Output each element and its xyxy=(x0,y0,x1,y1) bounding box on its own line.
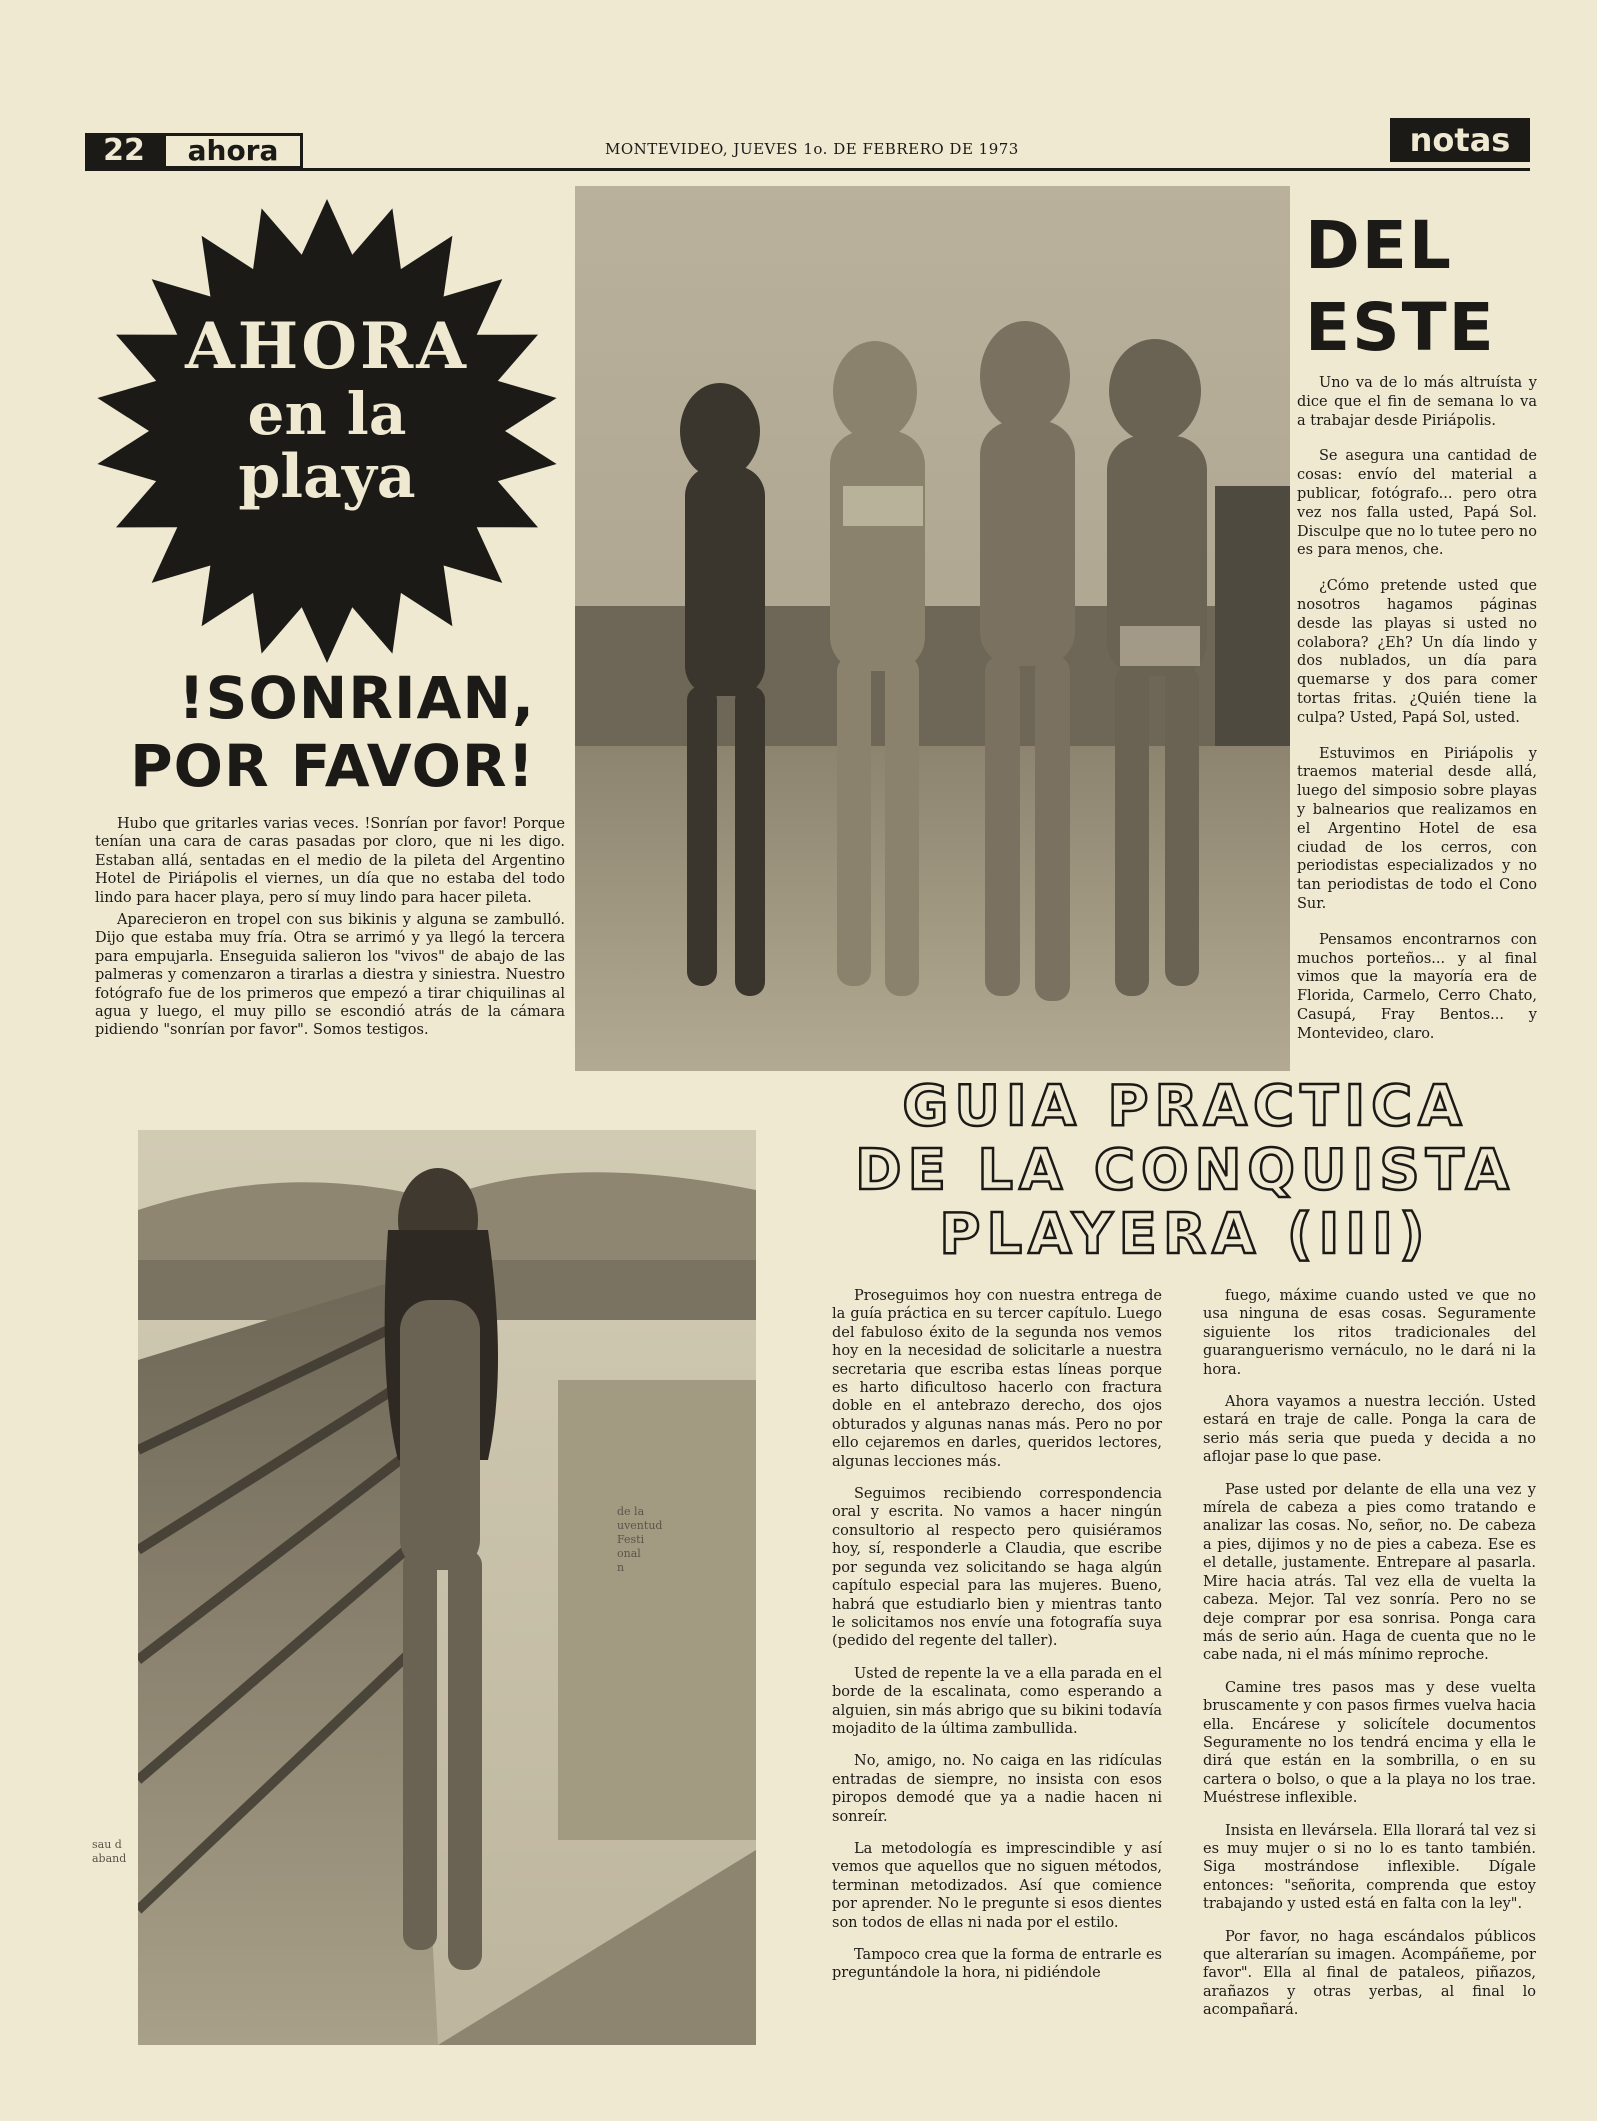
article2-paragraph: Uno va de lo más altruísta y dice que el fin de semana lo va a trabajar desde Piriápolis. xyxy=(1297,375,1537,429)
feature-title xyxy=(112,309,542,512)
pier-woman-photo xyxy=(138,1130,756,2045)
feature-title-line3: playa xyxy=(238,442,416,512)
article3-paragraph: No, amigo, no. No caiga en las ridículas entradas de siempre, no insista con esos piropos demodé que ya a nadie hacen ni sonreír. xyxy=(832,1753,1162,1825)
article3-headline-line1: GUIA PRACTICA xyxy=(902,1074,1468,1139)
article3-paragraph: fuego, máxime cuando usted ve que no usa ninguna de esas cosas. Seguramente siguiente los ritos tradicionales del guaranguerismo vernáculo, no le dará ni la hora. xyxy=(1203,1288,1536,1378)
header-rule xyxy=(85,168,1530,171)
article3-column1 xyxy=(832,1287,1162,1987)
page-number: 22 xyxy=(85,133,163,169)
article2-headline xyxy=(1305,205,1496,369)
article2-paragraph: ¿Cómo pretende usted que nosotros hagamos páginas desde las playas si usted no colabora? ¿Eh? Un día lindo y dos nublados, un día para quemarse y dos para comer tortas fritas. ¿Quién tiene la culpa? Usted, Papá Sol, usted. xyxy=(1297,578,1537,726)
dateline: MONTEVIDEO, JUEVES 1o. DE FEBRERO DE 1973 xyxy=(605,140,1019,158)
section-label: notas xyxy=(1390,118,1530,162)
article3-paragraph: Usted de repente la ve a ella parada en el borde de la escalinata, como esperando a alguien, sin más abrigo que su bikini todavía mojadito de la última zambullida. xyxy=(832,1665,1162,1737)
photo-sign-text: de la uventud Festi onal n xyxy=(617,1505,663,1574)
article2-paragraph: Pensamos encontrarnos con muchos porteños... y al final vimos que la mayoría era de Florida, Carmelo, Cerro Chato, Casupá, Fray Bentos... y Montevideo, claro. xyxy=(1297,931,1537,1042)
feature-title-line2: en la xyxy=(247,380,407,448)
article1-paragraph: Hubo que gritarles varias veces. !Sonrían por favor! Porque tenían una cara de caras pasadas por cloro, que ni les digo. Estaban allá, sentadas en el medio de la pileta del Argentino Hotel de Piriápolis el viernes, un día que no estaba del todo lindo para hacer playa, pero sí muy lindo para hacer pileta. xyxy=(95,816,565,906)
feature-title-line1: AHORA xyxy=(185,309,469,384)
article2-body xyxy=(1297,374,1537,1061)
article2-paragraph: Estuvimos en Piriápolis y traemos material desde allá, luego del simposio sobre playas y balnearios que realizamos en el Argentino Hotel de esa ciudad de los cerros, con periodistas especializados y no tan periodistas de todo el Cono Sur. xyxy=(1297,745,1537,912)
article1-headline-line1: !SONRIAN, xyxy=(178,664,535,732)
article2-paragraph: Se asegura una cantidad de cosas: envío del material a publicar, fotógrafo... pero otra vez nos falla usted, Papá Sol. Disculpe que no lo tutee pero no es para menos, che. xyxy=(1297,448,1537,559)
publication-logo: ahora xyxy=(163,133,303,169)
article1-headline-line2: POR FAVOR! xyxy=(130,732,535,800)
article1-headline xyxy=(95,664,535,800)
article3-paragraph: Por favor, no haga escándalos públicos que alterarían su imagen. Acompáñeme, por favor". Ella al final de pataleos, piñazos, arañazos y otras yerbas, al final lo acompañará. xyxy=(1203,1928,1536,2019)
article3-column2 xyxy=(1203,1287,1536,2024)
photo-edge-text: sau d aband xyxy=(92,1838,127,1865)
article3-paragraph: Proseguimos hoy con nuestra entrega de la guía práctica en su tercer capítulo. Luego del fabuloso éxito de la segunda nos vemos hoy en la necesidad de solicitarle a nuestra secretaria que escriba estas líneas porque es harto dificultoso hacerlo con fractura doble en el antebrazo derecho, dos ojos obturados y algunas nanas más. Pero no por ello cejaremos en darles, queridos lectores, algunas lecciones más. xyxy=(832,1288,1162,1470)
article3-paragraph: Pase usted por delante de ella una vez y mírela de cabeza a pies como tratando e analizar las cosas. No, señor, no. De cabeza a pies, dijimos y no de pies a cabeza. Ese es el detalle, justamente. Entrepare al pasarla. Mire hacia atrás. Tal vez ella de vuelta la cabeza. Mejor. Tal vez sonría. Pero no se deje comprar por esa sonrisa. Ponga cara más de serio aún. Haga de cuenta que no le cabe nada, ni el más mínimo reproche. xyxy=(1203,1481,1536,1664)
article3-headline-line2: DE LA CONQUISTA xyxy=(855,1138,1515,1203)
article3-paragraph: La metodología es imprescindible y así vemos que aquellos que no siguen métodos, terminan metodizados. Así que comience por aprender. No le pregunte si esos dientes son todos de ellas ni nada por el estilo. xyxy=(832,1840,1162,1931)
article3-headline xyxy=(840,1075,1530,1267)
article1-paragraph: Aparecieron en tropel con sus bikinis y alguna se zambulló. Dijo que estaba muy fría. Otra se arrimó y ya llegó la tercera para empujarla. Enseguida salieron los "vivos" de abajo de las palmeras y comenzaron a tirarlas a diestra y siniestra. Nuestro fotógrafo fue de los primeros que empezó a tirar chiquilinas al agua y luego, el muy pillo se escondió atrás de la cámara pidiendo "sonrían por favor". Somos testigos. xyxy=(95,912,565,1039)
article2-headline-line1: DEL xyxy=(1305,207,1453,284)
beach-group-photo xyxy=(575,186,1290,1071)
article1-body xyxy=(95,815,565,1044)
article3-paragraph: Seguimos recibiendo correspondencia oral y escrita. No vamos a hacer ningún consultorio al respecto pero quisiéramos hoy, sí, responderle a Claudia, que escribe por segunda vez solicitando se haga algún capítulo especial para las mujeres. Bueno, habrá que estudiarlo bien y mientras tanto le solicitamos nos envíe una fotografía suya (pedido del regente del taller). xyxy=(832,1486,1162,1650)
article3-paragraph: Insista en llevársela. Ella llorará tal vez si es muy mujer o si no lo es tanto también. Siga mostrándose inflexible. Dígale entonces: "señorita, comprenda que estoy trabajando y usted está en falta con la ley". xyxy=(1203,1822,1536,1913)
article3-headline-line3: PLAYERA (III) xyxy=(939,1202,1431,1267)
article3-paragraph: Tampoco crea que la forma de entrarle es preguntándole la hora, ni pidiéndole xyxy=(832,1947,1162,1982)
article2-headline-line2: ESTE xyxy=(1305,289,1496,366)
article3-paragraph: Camine tres pasos mas y dese vuelta bruscamente y con pasos firmes vuelva hacia ella. Encárese y solicítele documentos Seguramente no los tendrá encima y ella le dirá que están en la sombrilla, o en su cartera o bolso, o que a la playa no los trae. Muéstrese inflexible. xyxy=(1203,1679,1536,1807)
article3-paragraph: Ahora vayamos a nuestra lección. Usted estará en traje de calle. Ponga la cara de serio más seria que pueda y decida a no aflojar pase lo que pase. xyxy=(1203,1394,1536,1466)
